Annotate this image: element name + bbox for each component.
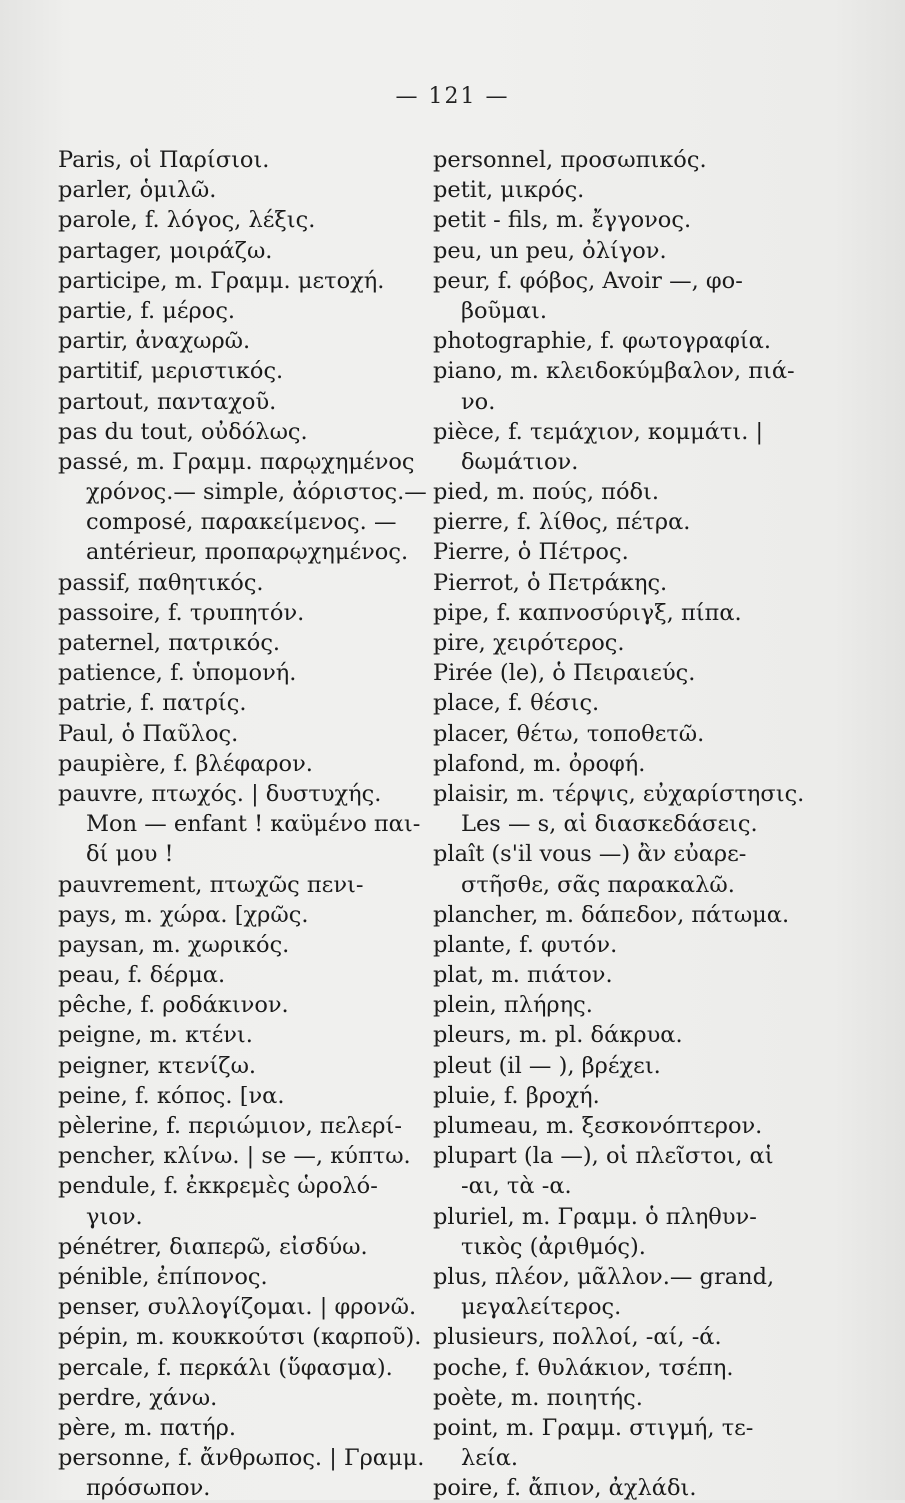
dictionary-entry-line: photographie, f. φωτογραφία. [433,328,772,355]
dictionary-entry-line: Paris, οἱ Παρίσιοι. [58,147,270,173]
dictionary-entry-line: pied, m. πούς, πόδι. [433,479,660,506]
dictionary-entry-line: percale, f. περκάλι (ὕφασμα). [58,1354,393,1381]
dictionary-entry-line: parole, f. λόγος, λέξις. [58,207,316,234]
entry-continuation-line: βοῦμαι. [461,297,548,324]
dictionary-entry-line: plancher, m. δάπεδον, πάτωμα. [433,901,790,928]
dictionary-entry-line: pleut (il — ), βρέχει. [433,1052,661,1079]
dictionary-entry-line: place, f. θέσις. [433,690,600,717]
entry-continuation-line: -αι, τὰ -α. [461,1173,572,1200]
entry-continuation-line: Mon — enfant ! καϋμένο παι- [86,811,421,838]
entry-continuation-line: λεία. [461,1445,519,1472]
dictionary-entry-line: pépin, m. κουκκούτσι (καρποῦ). [58,1324,422,1351]
dictionary-entry-line: plafond, m. ὀροφή. [433,750,646,777]
entry-continuation-line: Les — s, αἱ διασκεδάσεις. [461,811,758,838]
dictionary-entry-line: plante, f. φυτόν. [433,931,618,958]
entry-continuation-line: πρόσωπον. [86,1475,211,1502]
dictionary-entry-line: poire, f. ἄπιον, ἀχλάδι. [433,1475,697,1502]
entry-continuation-line: antérieur, προπαρῳχημένος. [86,539,409,566]
dictionary-entry-line: pénible, ἐπίπονος. [58,1263,268,1290]
dictionary-entry-line: Pierrot, ὁ Πετράκης. [433,569,668,596]
dictionary-entry-line: pipe, f. καπνοσύριγξ, πίπα. [433,599,742,626]
dictionary-entry-line: plusieurs, πολλοί, -αί, -ά. [433,1324,722,1351]
dictionary-entry-line: pluriel, m. Γραμμ. ὁ πληθυν- [433,1203,757,1230]
dictionary-entry-line: peigne, m. κτένι. [58,1022,253,1049]
dictionary-entry-line: pays, m. χώρα. [χρῶς. [58,901,309,928]
dictionary-entry-line: pencher, κλίνω. | se —, κύπτω. [58,1143,411,1170]
dictionary-entry-line: plein, πλήρης. [433,992,593,1019]
dictionary-entry-line: plumeau, m. ξεσκονόπτερον. [433,1113,763,1139]
dictionary-entry-line: plat, m. πιάτον. [433,962,613,989]
dictionary-entry-line: pire, χειρότερος. [433,630,625,656]
dictionary-entry-line: poète, m. ποιητής. [433,1384,643,1411]
dictionary-entry-line: pendule, f. ἐκκρεμὲς ὡρολό- [58,1173,378,1200]
dictionary-entry-line: père, m. πατήρ. [58,1414,237,1441]
dictionary-entry-line: pleurs, m. pl. δάκρυα. [433,1022,683,1049]
dictionary-entry-line: parler, ὁμιλῶ. [58,177,217,204]
dictionary-entry-line: pièce, f. τεμάχιον, κομμάτι. | [433,418,764,445]
dictionary-entry-line: plaisir, m. τέρψις, εὐχαρίστησις. [433,780,805,807]
entry-continuation-line: μεγαλείτερος. [461,1294,622,1321]
dictionary-entry-line: pierre, f. λίθος, πέτρα. [433,509,691,536]
entry-continuation-line: χρόνος.— simple, ἀόριστος.— [86,479,427,506]
dictionary-entry-line: Paul, ὁ Παῦλος. [58,720,239,747]
dictionary-entry-line: passoire, f. τρυπητόν. [58,599,305,626]
dictionary-entry-line: pauvrement, πτωχῶς πενι- [58,871,364,898]
dictionary-entry-line: Pierre, ὁ Πέτρος. [433,539,629,566]
right-column [433,145,813,1503]
entry-continuation-line: τικὸς (ἀριθμός). [461,1233,646,1260]
dictionary-entry-line: penser, συλλογίζομαι. | φρονῶ. [58,1294,417,1321]
dictionary-entry-line: plupart (la —), οἱ πλεῖστοι, αἱ [433,1143,774,1170]
dictionary-entry-line: personne, f. ἄνθρωπος. | Γραμμ. [58,1445,425,1472]
entry-continuation-line: δί μου ! [86,841,174,868]
dictionary-entry-line: partir, ἀναχωρῶ. [58,328,251,355]
dictionary-entry-line: plaît (s'il vous —) ἂν εὐαρε- [433,841,747,868]
entry-continuation-line: composé, παρακείμενος. — [86,509,397,536]
dictionary-entry-line: passé, m. Γραμμ. παρῳχημένος [58,448,415,475]
dictionary-entry-line: peu, un peu, ὀλίγον. [433,237,667,264]
dictionary-entry-line: paysan, m. χωρικός. [58,931,290,958]
dictionary-entry-line: paternel, πατρικός. [58,630,281,656]
dictionary-entry-line: petit - fils, m. ἔγγονος. [433,207,692,234]
left-column [58,145,438,1503]
dictionary-entry-line: poche, f. θυλάκιον, τσέπη. [433,1354,734,1381]
dictionary-entry-line: perdre, χάνω. [58,1384,218,1411]
dictionary-entry-line: peau, f. δέρμα. [58,962,226,989]
dictionary-entry-line: placer, θέτω, τοποθετῶ. [433,720,705,747]
dictionary-entry-line: pêche, f. ροδάκινον. [58,992,289,1019]
dictionary-entry-line: peine, f. κόπος. [να. [58,1082,285,1109]
entry-continuation-line: γιον. [86,1203,143,1230]
dictionary-entry-line: point, m. Γραμμ. στιγμή, τε- [433,1414,754,1441]
dictionary-entry-line: pénétrer, διαπερῶ, εἰσδύω. [58,1233,368,1260]
dictionary-entry-line: pèlerine, f. περιώμιον, πελερί- [58,1113,402,1139]
dictionary-entry-line: paupière, f. βλέφαρον. [58,750,313,777]
dictionary-entry-line: patience, f. ὑπομονή. [58,660,297,687]
entry-continuation-line: δωμάτιον. [461,448,579,475]
dictionary-entry-line: plus, πλέον, μᾶλλον.— grand, [433,1263,775,1290]
dictionary-entry-line: personnel, προσωπικός. [433,147,707,173]
entry-continuation-line: νο. [461,388,496,415]
dictionary-entry-line: pas du tout, οὐδόλως. [58,418,308,445]
dictionary-entry-line: pluie, f. βροχή. [433,1082,600,1109]
dictionary-entry-line: piano, m. κλειδοκύμβαλον, πιά- [433,358,795,385]
dictionary-entry-line: participe, m. Γραμμ. μετοχή. [58,267,385,294]
entry-continuation-line: στῆσθε, σᾶς παρακαλῶ. [461,871,735,898]
dictionary-entry-line: partout, πανταχοῦ. [58,388,277,415]
dictionary-entry-line: peur, f. φόβος, Avoir —, φο- [433,267,743,294]
dictionary-entry-line: passif, παθητικός. [58,569,264,596]
dictionary-entry-line: peigner, κτενίζω. [58,1052,257,1079]
dictionary-entry-line: patrie, f. πατρίς. [58,690,247,717]
dictionary-entry-line: partager, μοιράζω. [58,237,273,264]
dictionary-entry-line: pauvre, πτωχός. | δυστυχής. [58,780,382,807]
dictionary-entry-line: petit, μικρός. [433,177,585,204]
dictionary-entry-line: partitif, μεριστικός. [58,358,284,385]
dictionary-entry-line: Pirée (le), ὁ Πειραιεύς. [433,660,696,687]
dictionary-entry-line: partie, f. μέρος. [58,297,236,324]
page-number: — 121 — [395,84,510,109]
